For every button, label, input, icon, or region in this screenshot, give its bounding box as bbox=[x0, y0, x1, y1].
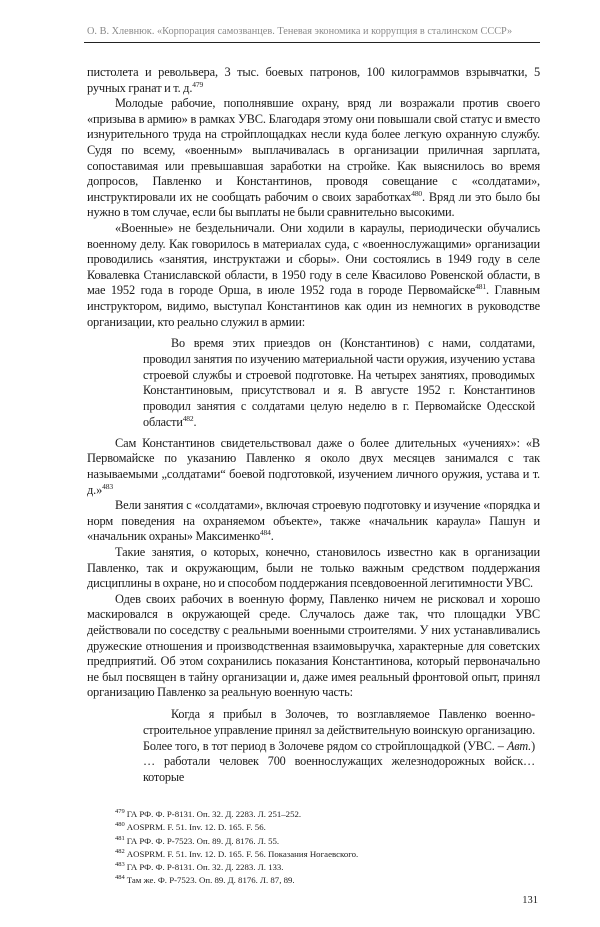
footnote bbox=[115, 861, 540, 874]
footnotes bbox=[115, 808, 540, 888]
block-quote bbox=[143, 707, 535, 786]
footnote bbox=[115, 835, 540, 848]
paragraph: Одев своих рабочих в военную форму, Павленко ничем не рисковал и хорошо маскировался в окружающей среде. Случалось даже так, что площадки УВС действовали по соседству с реальными военными строителями. У них устанавливались дружеские отношения и производственная взаимовыручка, характерные для советских предприятий. Об этом сохранились показания Константинова, который первоначально не был посвящен в тайну организации и, даже имея реальный фронтовой опыт, принял организацию Павленко за реальную военную часть: bbox=[87, 591, 540, 700]
page-number: 131 bbox=[522, 894, 538, 906]
quote-text: Во время этих приездов он (Константинов) с нами, солдатами, проводил занятия по изучению материальной части оружия, изучению устава строевой службы и строевой подготовке. На четырех занятиях, проводимых Константиновым, присутствовал и я. В августе 1952 г. Константинов проводил занятия с солдатами целую неделю в г. Первомайске Одесской области bbox=[143, 336, 535, 430]
footnote-number: 479 bbox=[115, 807, 125, 815]
footnote-number: 481 bbox=[115, 834, 125, 842]
paragraph bbox=[87, 96, 540, 221]
footnote-number: 480 bbox=[115, 821, 125, 829]
paragraph-text: Вели занятия с «солдатами», включая строевую подготовку и изучение «порядка и норм поведения на охраняемом объекте», также «начальник караула» Пашун и «начальник охраны» Максименко bbox=[87, 498, 540, 544]
footnote-ref[interactable]: 481 bbox=[475, 282, 486, 292]
paragraph-text: Сам Константинов свидетельствовал даже о более длительных «учениях»: «В Первомайске по указанию Павленко я около двух месяцев занимался с так называемыми „солдатами“ боевой подготовкой, изучением личного оружия, устава и т. д.» bbox=[87, 435, 540, 497]
paragraph bbox=[87, 436, 540, 498]
footnote bbox=[115, 874, 540, 887]
running-header: О. В. Хлевнюк. «Корпорация самозванцев. Теневая экономика и коррупция в сталинском СССР» bbox=[87, 26, 513, 37]
footnote-text: ГА РФ. Ф. Р-8131. Оп. 32. Д. 2283. Л. 251–252. bbox=[126, 808, 302, 819]
footnote-ref[interactable]: 484 bbox=[259, 528, 271, 538]
paragraph bbox=[87, 498, 540, 545]
author-note: Авт. bbox=[506, 738, 532, 753]
paragraph-text: пистолета и револьвера, 3 тыс. боевых патронов, 100 килограммов взрывчатки, 5 ручных гранат и т. д. bbox=[87, 65, 540, 95]
footnote-ref[interactable]: 483 bbox=[102, 481, 113, 491]
footnote bbox=[115, 821, 540, 834]
paragraph-text: «Военные» не бездельничали. Они ходили в караулы, периодически обучались военному делу. Как говорилось в материалах суда, с «военнослужащими» организации проводились «занятия, инструктажи и сборы». Они состоялись в 1949 году в селе Ковалевка Станиславской области, в 1950 году в селе Квасилово Ровенской области, в мае 1952 года в городе Орша, в июле 1952 года в городе Первомайске bbox=[87, 220, 540, 298]
footnote-text: AOSPRM. F. 51. Inv. 12. D. 165. F. 56. Показания Ногаевского. bbox=[126, 848, 359, 859]
body-text bbox=[87, 65, 540, 786]
quote-text: ) … работали человек 700 военнослужащих железнодорожных войск… которые bbox=[143, 738, 535, 785]
footnote bbox=[115, 808, 540, 821]
footnote-ref[interactable]: 479 bbox=[192, 79, 204, 89]
paragraph bbox=[87, 221, 540, 330]
quote-text: . bbox=[193, 415, 197, 430]
footnote-text: ГА РФ. Ф. Р-8131. Оп. 32. Д. 2283. Л. 133. bbox=[126, 862, 284, 873]
footnote-text: AOSPRM. F. 51. Inv. 12. D. 165. F. 56. bbox=[126, 822, 266, 833]
paragraph bbox=[87, 65, 540, 96]
footnote-text: ГА РФ. Ф. Р-7523. Оп. 89. Д. 8176. Л. 55. bbox=[126, 835, 280, 846]
quote-text: Когда я прибыл в Золочев, то возглавляемое Павленко военно-строительное управление принял за действительную воинскую организацию. Более того, в тот период в Золочеве рядом со стройплощадкой (УВС. – bbox=[143, 706, 535, 753]
footnote-ref[interactable]: 480 bbox=[411, 188, 423, 198]
footnote-number: 482 bbox=[115, 847, 125, 855]
footnote-number: 483 bbox=[115, 861, 125, 869]
footnote-ref[interactable]: 482 bbox=[182, 414, 194, 424]
footnote-text: Там же. Ф. Р-7523. Оп. 89. Д. 8176. Л. 87, 89. bbox=[126, 875, 295, 886]
paragraph-text: . bbox=[270, 529, 274, 544]
paragraph-text: . Вряд ли это было бы нужно в том случае, если бы выплаты не были сравнительно высокими. bbox=[87, 189, 540, 220]
paragraph-text: Молодые рабочие, пополнявшие охрану, вряд ли возражали против своего «призыва в армию» в рамках УВС. Благодаря этому они повышали свой статус и вместо изнурительного труда на стройплощадках несли куда более легкую охранную службу. Судя по всему, «военным» выплачивалась в организации приличная зарплата, сопоставимая или превышавшая заработки на стройке. Как выяснилось во время допросов, Павленко и Константинов, проводя совещание с «солдатами», инструктировали их не сообщать рабочим о своих заработках bbox=[87, 96, 540, 204]
paragraph-text: . Главным инструктором, видимо, выступал Константинов как один из немногих в руководстве организации, кто реально служил в армии: bbox=[87, 283, 540, 329]
footnote-number: 484 bbox=[115, 874, 125, 882]
paragraph: Такие занятия, о которых, конечно, становилось известно как в организации Павленко, так и окружающим, были не только важным средством поддержания дисциплины в охране, но и способом поддержания псевдовоенной легитимности УВС. bbox=[87, 545, 540, 591]
block-quote bbox=[143, 336, 535, 431]
footnote bbox=[115, 848, 540, 861]
header-rule bbox=[84, 42, 540, 43]
